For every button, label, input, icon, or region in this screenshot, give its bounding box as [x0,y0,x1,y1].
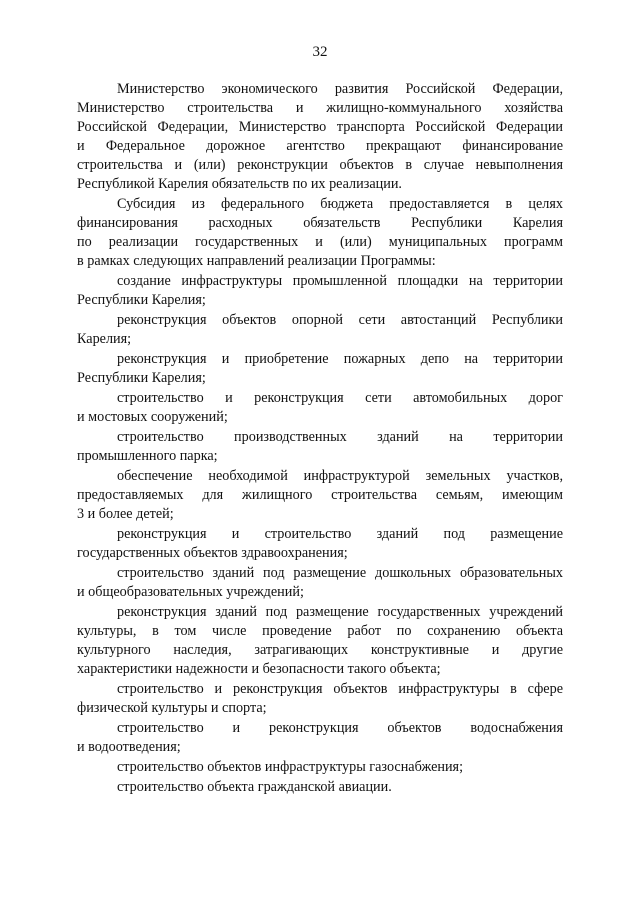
text-line: строительство зданий под размещение дошкольных образовательных [117,565,563,581]
text-line: Республикой Карелия обязательств по их реализации. [77,176,402,192]
text-line: Министерство экономического развития Российской Федерации, [117,81,563,97]
paragraph [77,389,563,428]
text-line: государственных объектов здравоохранения; [77,545,348,561]
paragraph [77,195,563,272]
paragraph [77,680,563,719]
text-line: Республики Карелия; [77,292,206,308]
text-line: характеристики надежности и безопасности такого объекта; [77,661,441,677]
paragraph [77,564,563,603]
document-body [77,80,563,798]
paragraph [77,428,563,467]
paragraph [77,311,563,350]
text-line: строительство объекта гражданской авиации. [117,779,392,795]
text-line: и мостовых сооружений; [77,409,228,425]
text-line: реконструкция и строительство зданий под размещение [117,526,563,542]
text-line: Российской Федерации, Министерство транспорта Российской Федерации [77,119,563,135]
paragraph [77,467,563,525]
paragraph [77,758,563,778]
text-line: строительство и реконструкция объектов водоснабжения [117,720,563,736]
text-line: строительство и реконструкция сети автомобильных дорог [117,390,563,406]
paragraph [77,80,563,195]
text-line: строительство производственных зданий на территории [117,429,563,445]
text-line: по реализации государственных и (или) муниципальных программ [77,234,563,250]
paragraph [77,272,563,311]
page-number: 32 [312,44,328,60]
text-line: Министерство строительства и жилищно-коммунального хозяйства [77,100,563,116]
text-line: и водоотведения; [77,739,181,755]
paragraph [77,350,563,389]
text-line: строительства и (или) реконструкции объектов в случае невыполнения [77,157,563,173]
text-line: и общеобразовательных учреждений; [77,584,304,600]
text-line: культуры, в том числе проведение работ по сохранению объекта [77,623,563,639]
text-line: реконструкция зданий под размещение государственных учреждений [117,604,563,620]
paragraph [77,719,563,758]
paragraph [77,778,563,798]
text-line: финансирования расходных обязательств Республики Карелия [77,215,563,231]
text-line: обеспечение необходимой инфраструктурой земельных участков, [117,468,563,484]
text-line: и Федеральное дорожное агентство прекращают финансирование [77,138,563,154]
text-line: предоставляемых для жилищного строительства семьям, имеющим [77,487,563,503]
text-line: в рамках следующих направлений реализации Программы: [77,253,436,269]
text-line: Республики Карелия; [77,370,206,386]
text-line: Субсидия из федерального бюджета предоставляется в целях [117,196,563,212]
paragraph [77,603,563,680]
paragraph [77,525,563,564]
text-line: реконструкция и приобретение пожарных депо на территории [117,351,563,367]
text-line: строительство и реконструкция объектов инфраструктуры в сфере [117,681,563,697]
text-line: строительство объектов инфраструктуры газоснабжения; [117,759,464,775]
text-line: физической культуры и спорта; [77,700,267,716]
text-line: Карелия; [77,331,132,347]
text-line: промышленного парка; [77,448,218,464]
text-line: реконструкция объектов опорной сети автостанций Республики [117,312,563,328]
text-line: культурного наследия, затрагивающих конструктивные и другие [77,642,563,658]
text-line: создание инфраструктуры промышленной площадки на территории [117,273,563,289]
text-line: 3 и более детей; [77,506,174,522]
